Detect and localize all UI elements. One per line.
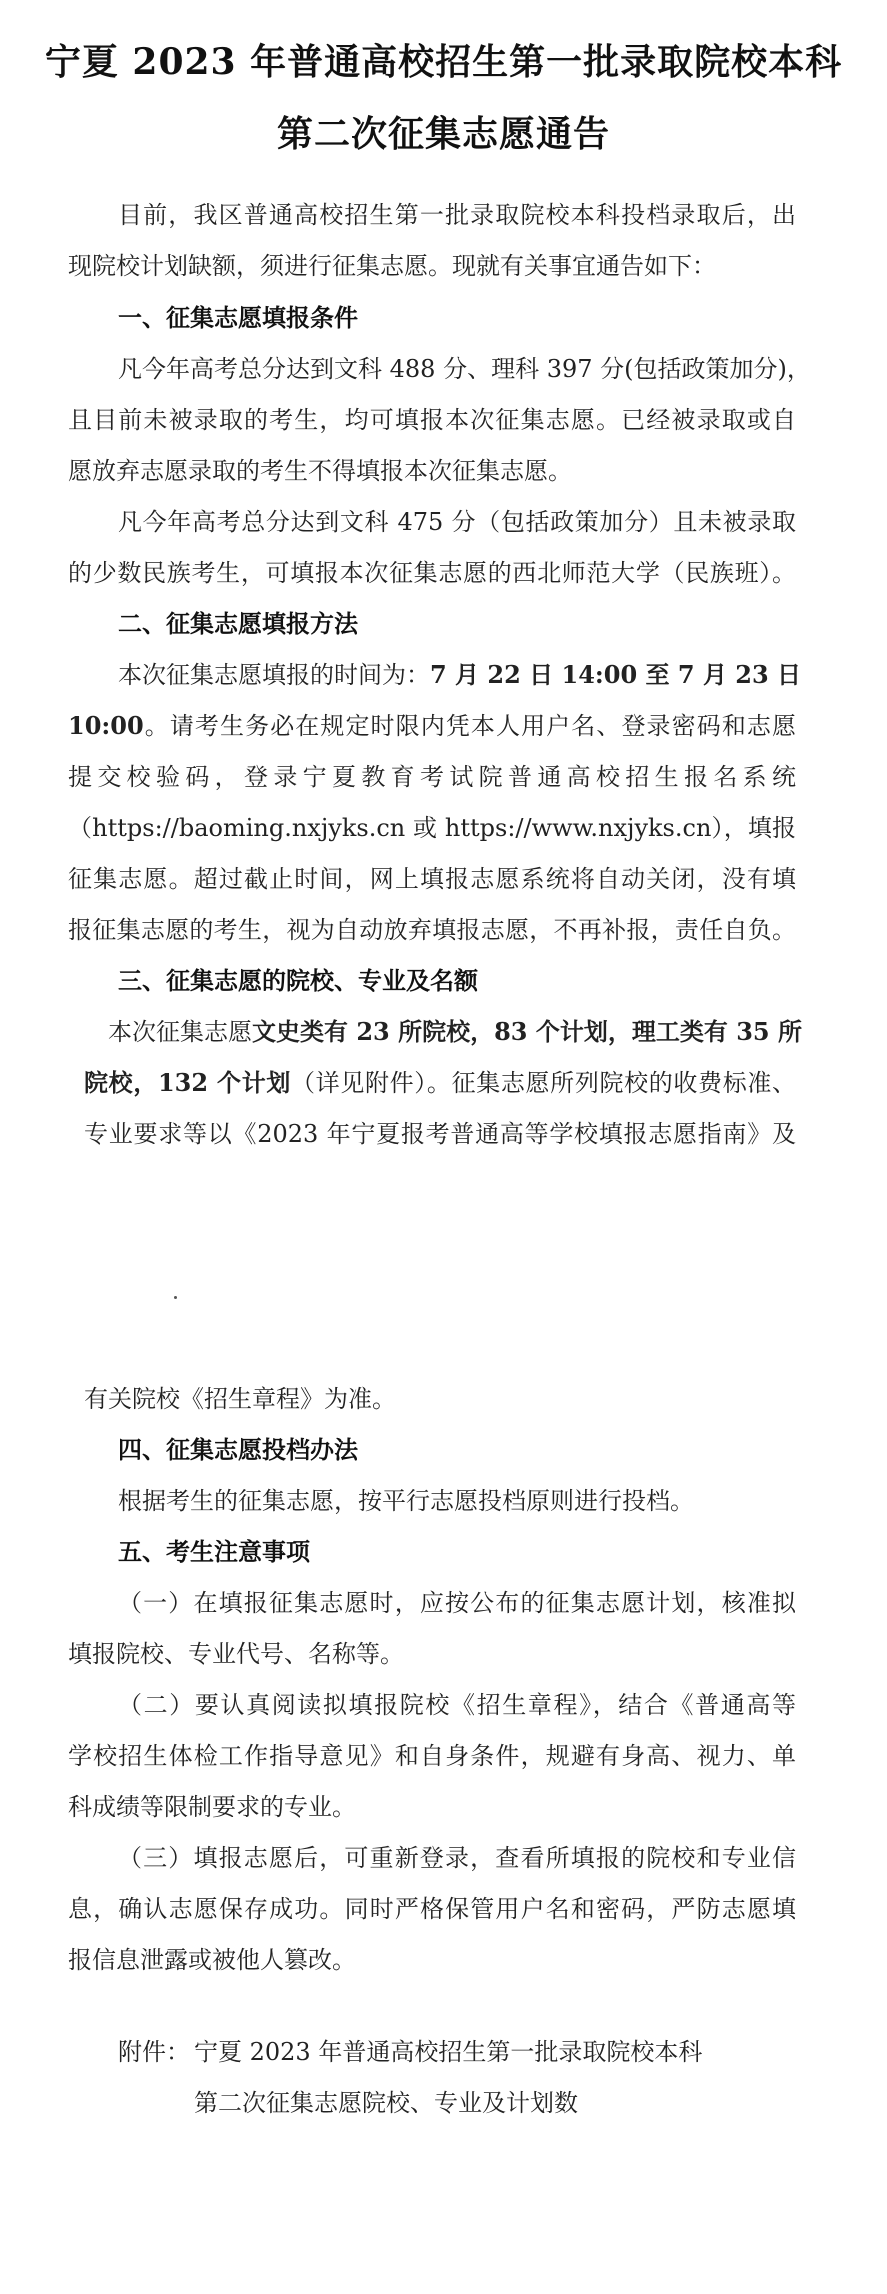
section-1-heading: 一、征集志愿填报条件 [118,304,358,332]
notice-item-3-cont: 报信息泄露或被他人篡改。 [68,1946,356,1974]
section-3-quota-bold: 文史类有 23 所院校，83 个计划，理工类有 35 所 [252,1017,802,1046]
section-3-text: 专业要求等以《2023 年宁夏报考普通高等学校填报志愿指南》及 [84,1120,796,1148]
section-2-text: 征集志愿。超过截止时间，网上填报志愿系统将自动关闭，没有填 [68,865,796,893]
section-1-text: 的少数民族考生，可填报本次征集志愿的西北师范大学（民族班）。 [68,559,796,587]
attachment-label: 附件： [118,2038,190,2066]
section-2-text: 本次征集志愿填报的时间为： [118,661,430,689]
notice-item-1-cont: 填报院校、专业代号、名称等。 [68,1640,404,1668]
section-2-url-line: （https://baoming.nxjyks.cn 或 https://www.nxjyks.cn），填报 [68,814,796,842]
section-3-text: 有关院校《招生章程》为准。 [84,1385,396,1413]
section-3-heading: 三、征集志愿的院校、专业及名额 [118,967,478,995]
section-4-heading: 四、征集志愿投档办法 [118,1436,358,1464]
attachment-title-line-1: 宁夏 2023 年普通高校招生第一批录取院校本科 [194,2038,703,2066]
attachment-title-line-2: 第二次征集志愿院校、专业及计划数 [194,2089,578,2117]
section-2-heading: 二、征集志愿填报方法 [118,610,358,638]
notice-item-3-cont: 息，确认志愿保存成功。同时严格保管用户名和密码，严防志愿填 [68,1895,796,1923]
section-2-time-end: 10:00 [68,711,144,740]
section-1-text: 凡今年高考总分达到文科 488 分、理科 397 分(包括政策加分)， [118,355,811,383]
notice-item-2-cont: 学校招生体检工作指导意见》和自身条件，规避有身高、视力、单 [68,1742,796,1770]
section-2-text: 提交校验码，登录宁夏教育考试院普通高校招生报名系统 [68,763,796,791]
section-3-text: （详见附件）。征集志愿所列院校的收费标准、 [291,1069,797,1097]
section-3-quota-bold-2: 院校，132 个计划 [84,1068,292,1097]
notice-item-2-cont: 科成绩等限制要求的专业。 [68,1793,356,1821]
page-title-line-2: 第二次征集志愿通告 [276,113,610,155]
section-1-text: 且目前未被录取的考生，均可填报本次征集志愿。已经被录取或自 [68,406,796,434]
intro-line-2: 现院校计划缺额，须进行征集志愿。现就有关事宜通告如下： [68,252,716,280]
section-5-heading: 五、考生注意事项 [118,1538,310,1566]
stray-dot-mark [174,1296,177,1299]
section-2-time-line [118,660,802,690]
section-2-time-line-2 [68,711,796,741]
section-1-text: 愿放弃志愿录取的考生不得填报本次征集志愿。 [68,457,572,485]
section-3-text: 本次征集志愿 [108,1018,252,1046]
section-2-text: 报征集志愿的考生，视为自动放弃填报志愿，不再补报，责任自负。 [68,916,796,944]
page-title-line-1: 宁夏 2023 年普通高校招生第一批录取院校本科 [44,41,843,83]
notice-item-3: （三）填报志愿后，可重新登录，查看所填报的院校和专业信 [118,1844,796,1872]
notice-item-2: （二）要认真阅读拟填报院校《招生章程》，结合《普通高等 [118,1691,796,1719]
section-1-text: 凡今年高考总分达到文科 475 分（包括政策加分）且未被录取 [118,508,796,536]
section-2-text: 。请考生务必在规定时限内凭本人用户名、登录密码和志愿 [143,712,796,740]
section-4-text: 根据考生的征集志愿，按平行志愿投档原则进行投档。 [118,1487,694,1515]
intro-line-1: 目前，我区普通高校招生第一批录取院校本科投档录取后，出 [118,201,796,229]
notice-item-1: （一）在填报征集志愿时，应按公布的征集志愿计划，核准拟 [118,1589,796,1617]
section-3-quota-line [108,1017,802,1047]
section-3-quota-line-2 [84,1068,796,1098]
section-2-time-bold: 7 月 22 日 14:00 至 7 月 23 日 [430,660,802,689]
